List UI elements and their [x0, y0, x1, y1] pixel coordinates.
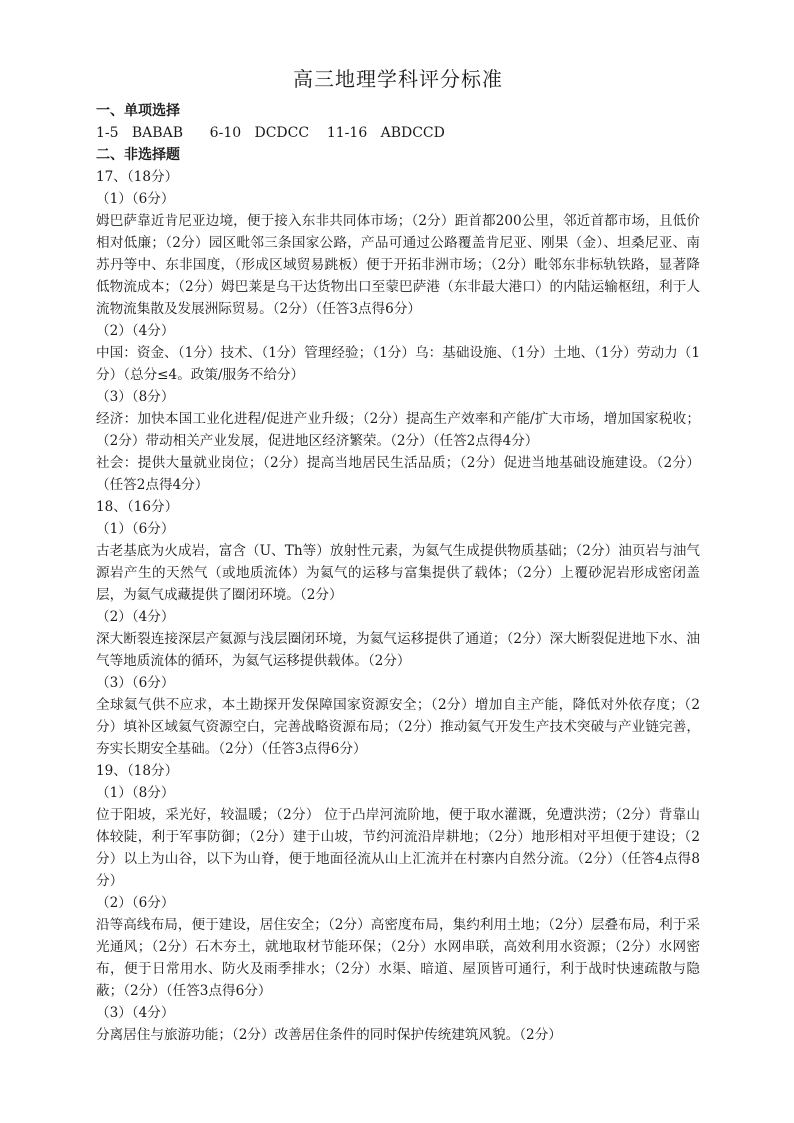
- q17-part3-economy: 经济：加快本国工业化进程/促进产业升级；（2分）提高生产效率和产能/扩大市场，增加国家税收；（2分）带动相关产业发展，促进地区经济繁荣。（2分）（任答2点得4分）: [96, 411, 700, 449]
- q19-part3-label: （3）（4分）: [96, 1005, 175, 1021]
- page-title: 高三地理学科评分标准: [293, 67, 503, 91]
- q17-part1-text: 姆巴萨靠近肯尼亚边境，便于接入东非共同体市场；（2分）距首都200公里，邻近首都市场，且低价相对低廉；（2分）园区毗邻三条国家公路，产品可通过公路覆盖肯尼亚、刚果（金）、坦桑尼亚、南苏丹等中、东非国度，（形成区域贸易跳板）便于开拓非洲市场；（2分）毗邻东非标轨铁路，显著降低物流成本；（2分）姆巴莱是乌干达货物出口至蒙巴萨港（东非最大港口）的内陆运输枢纽，利于人流物流集散及发展洲际贸易。（2分）（任答3点得6分）: [96, 213, 700, 317]
- q18-part3-label: （3）（6分）: [96, 675, 175, 691]
- q17-part3-label: （3）（8分）: [96, 389, 175, 405]
- q19-part2-label: （2）（6分）: [96, 895, 175, 911]
- q19-part1-label: （1）（8分）: [96, 785, 175, 801]
- q19-part1-text: 位于阳坡，采光好，较温暖；（2分） 位于凸岸河流阶地，便于取水灌溉，免遭洪涝；（2分）背靠山体较陡，利于军事防御；（2分）建于山坡，节约河流沿岸耕地；（2分）地形相对平坦便于建设；（2分）以上为山谷，以下为山脊，便于地面径流从山上汇流并在村寨内自然分流。（2分）（任答4点得8分）: [96, 807, 700, 889]
- single-choice-answers: 1-5 BABAB 6-10 DCDCC 11-16 ABDCCD: [96, 125, 445, 141]
- section-heading-non-choice: 二、非选择题: [96, 147, 180, 163]
- q19-part2-text: 沿等高线布局，便于建设，居住安全；（2分）高密度布局，集约利用土地；（2分）层叠布局，利于采光通风；（2分）石木夯土，就地取材节能环保；（2分）水网串联，高效利用水资源；（2分）水网密布，便于日常用水、防火及雨季排水；（2分）水渠、暗道、屋顶皆可通行，利于战时快速疏散与隐蔽；（2分）（任答3点得6分）: [96, 917, 700, 999]
- answer-sheet: [96, 64, 700, 1046]
- q19-header: 19、（18分）: [96, 763, 179, 779]
- q18-part2-text: 深大断裂连接深层产氦源与浅层圈闭环境，为氦气运移提供了通道；（2分）深大断裂促进地下水、油气等地质流体的循环，为氦气运移提供载体。（2分）: [96, 631, 700, 669]
- q18-part3-text: 全球氦气供不应求，本土勘探开发保障国家资源安全；（2分）增加自主产能，降低对外依存度；（2分）填补区域氦气资源空白，完善战略资源布局；（2分）推动氦气开发生产技术突破与产业链完善，夯实长期安全基础。（2分）（任答3点得6分）: [96, 697, 700, 757]
- q18-part2-label: （2）（4分）: [96, 609, 175, 625]
- q18-part1-label: （1）（6分）: [96, 521, 175, 537]
- q17-part2-label: （2）（4分）: [96, 323, 175, 339]
- q17-header: 17、（18分）: [96, 169, 179, 185]
- q18-part1-text: 古老基底为火成岩，富含（U、Th等）放射性元素，为氦气生成提供物质基础；（2分）油页岩与油气源岩产生的天然气（或地质流体）为氦气的运移与富集提供了载体；（2分）上覆砂泥岩形成密闭盖层，为氦气成藏提供了圈闭环境。（2分）: [96, 543, 700, 603]
- q19-part3-text: 分离居住与旅游功能；（2分）改善居住条件的同时保护传统建筑风貌。（2分）: [96, 1027, 562, 1043]
- q17-part1-label: （1）（6分）: [96, 191, 175, 207]
- q17-part2-text: 中国：资金、（1分）技术、（1分）管理经验；（1分）乌：基础设施、（1分）土地、（1分）劳动力（1分）（总分≤4。政策/服务不给分）: [96, 345, 700, 383]
- q18-header: 18、（16分）: [96, 499, 179, 515]
- section-heading-single-choice: 一、单项选择: [96, 103, 180, 119]
- q17-part3-society: 社会：提供大量就业岗位；（2分）提高当地居民生活品质；（2分）促进当地基础设施建设。（2分）（任答2点得4分）: [96, 455, 700, 493]
